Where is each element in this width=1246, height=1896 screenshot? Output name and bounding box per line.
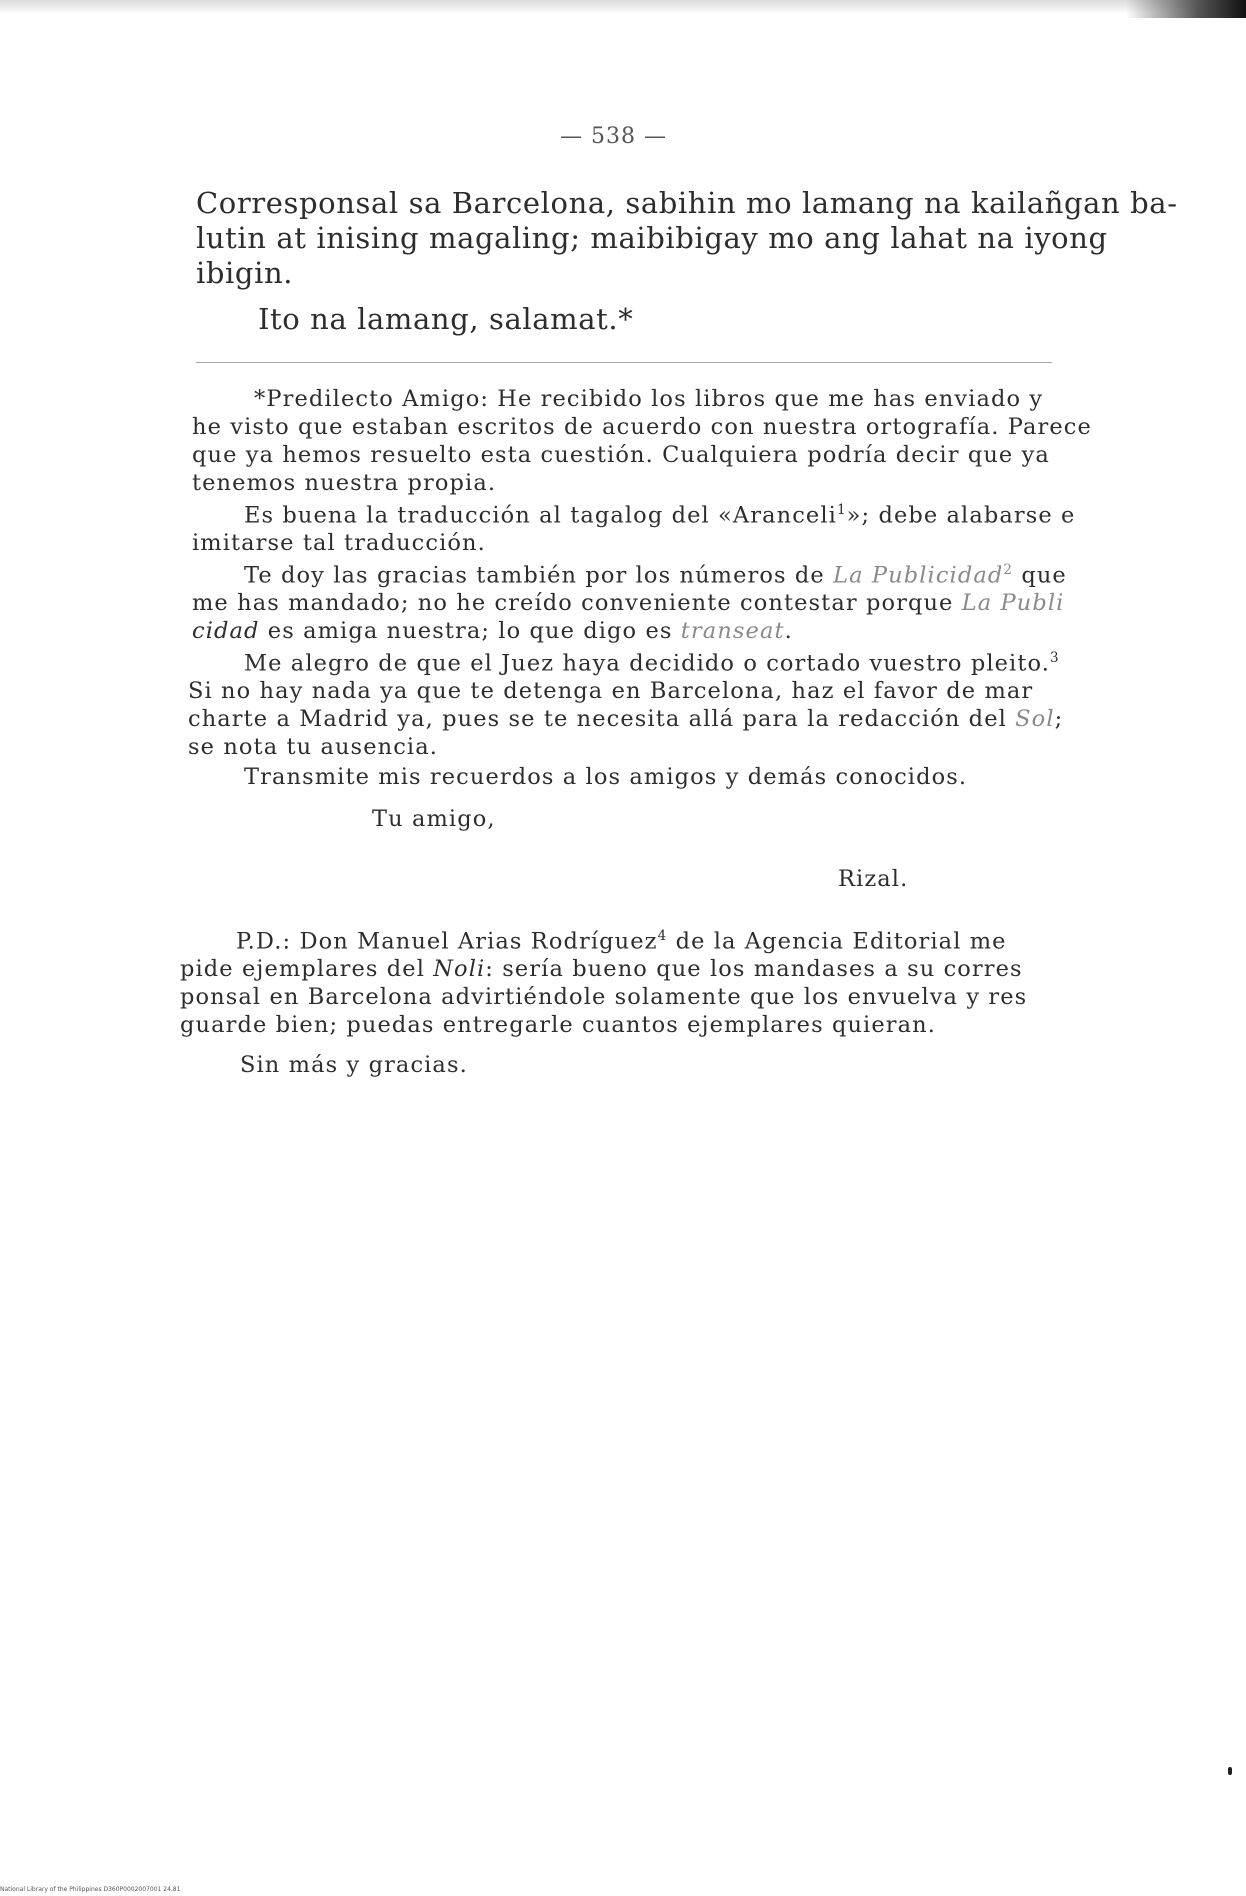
book-title: Noli (433, 956, 486, 982)
main-text-line-1: Corresponsal sa Barcelona, sabihin mo lamang na kailañgan ba- (196, 186, 1178, 220)
postscript-line-3: ponsal en Barcelona advirtiéndole solamente que los envuelva y res (180, 984, 1028, 1010)
scan-edge-top (0, 0, 1246, 14)
footnote-ref-3: 3 (1050, 650, 1060, 666)
publication-title: La Publicidad (833, 562, 1004, 589)
footnote-p1-line-1: *Predilecto Amigo: He recibido los libros que me has enviado y (254, 386, 1044, 412)
footnote-p3-line-1 (244, 562, 1067, 589)
publication-title: La Publi (961, 590, 1065, 616)
footnote-p2-text-end: »; debe alabarse e (846, 502, 1076, 529)
page-number: — 538 — (560, 124, 667, 149)
main-text-line-4: Ito na lamang, salamat.* (258, 302, 634, 336)
footnote-p4-line-3 (188, 706, 1063, 732)
footnote-p2-line-2: imitarse tal traducción. (192, 530, 486, 556)
footnote-p1-line-3: que ya hemos resuelto esta cuestión. Cualquiera podría decir que ya (192, 442, 1050, 468)
postscript-text-c: pide ejemplares del (180, 956, 434, 982)
footnote-p1-line-2: he visto que estaban escritos de acuerdo con nuestra ortografía. Parece (192, 414, 1092, 440)
postscript-line-2 (180, 956, 1023, 982)
footnote-p4-text-a: charte a Madrid ya, pues se te necesita allá para la redacción del (188, 706, 1016, 732)
postscript-text-a: P.D.: Don Manuel Arias Rodríguez (236, 928, 658, 955)
letter-signature: Rizal. (838, 866, 909, 892)
footnote-p3-text-c: me has mandado; no he creído conveniente contestar porque (192, 590, 962, 616)
footnote-p2-text: Es buena la traducción al tagalog del «Aranceli (244, 502, 837, 529)
footnote-p2-line-1 (244, 502, 1075, 529)
main-text-line-3: ibigin. (196, 256, 294, 290)
footnote-p3-text-b: que (1013, 562, 1067, 589)
postscript-text-b: de la Agencia Editorial me (667, 928, 1007, 955)
postscript-line-5: Sin más y gracias. (240, 1052, 468, 1078)
footnote-ref-4: 4 (657, 928, 668, 944)
footnote-divider (196, 362, 1052, 363)
main-text-line-2: lutin at inising magaling; maibibigay mo ang lahat na iyong (196, 221, 1108, 255)
footnote-p1-line-4: tenemos nuestra propia. (192, 470, 497, 496)
footnote-p5-line-1: Transmite mis recuerdos a los amigos y demás conocidos. (244, 764, 968, 790)
publication-title: cidad (192, 618, 260, 644)
latin-term: transeat (680, 618, 785, 644)
scan-corner-shadow (1126, 0, 1246, 18)
publication-title: Sol (1015, 706, 1055, 732)
postscript-line-4: guarde bien; puedas entregarle cuantos ejemplares quieran. (180, 1012, 936, 1038)
postscript-line-1 (236, 928, 1007, 955)
footnote-p3-line-3 (192, 618, 793, 644)
footnote-p4-text-b: ; (1054, 706, 1064, 732)
footnote-p4-line-2: Si no hay nada ya que te detenga en Barcelona, haz el favor de mar (188, 678, 1034, 704)
footnote-p4-text: Me alegro de que el Juez haya decidido o cortado vuestro pleito. (244, 650, 1050, 677)
footnote-ref-2: 2 (1003, 562, 1014, 578)
letter-closing: Tu amigo, (372, 806, 496, 832)
postscript-text-d: : sería bueno que los mandases a su corres (485, 956, 1023, 982)
footnote-p3-text-a: Te doy las gracias también por los números de (244, 562, 834, 589)
footer-attribution: National Library of the Philippines D360P0002007001 24.81 (0, 1886, 181, 1893)
footnote-p4-line-1 (244, 650, 1060, 677)
scan-mark (1228, 1767, 1232, 1775)
footnote-p3-text-e: . (784, 618, 793, 644)
footnote-p3-text-d: es amiga nuestra; lo que digo es (259, 618, 681, 644)
footnote-ref-1: 1 (836, 502, 847, 518)
footnote-p3-line-2 (192, 590, 1064, 616)
footnote-p4-line-4: se nota tu ausencia. (188, 734, 438, 760)
